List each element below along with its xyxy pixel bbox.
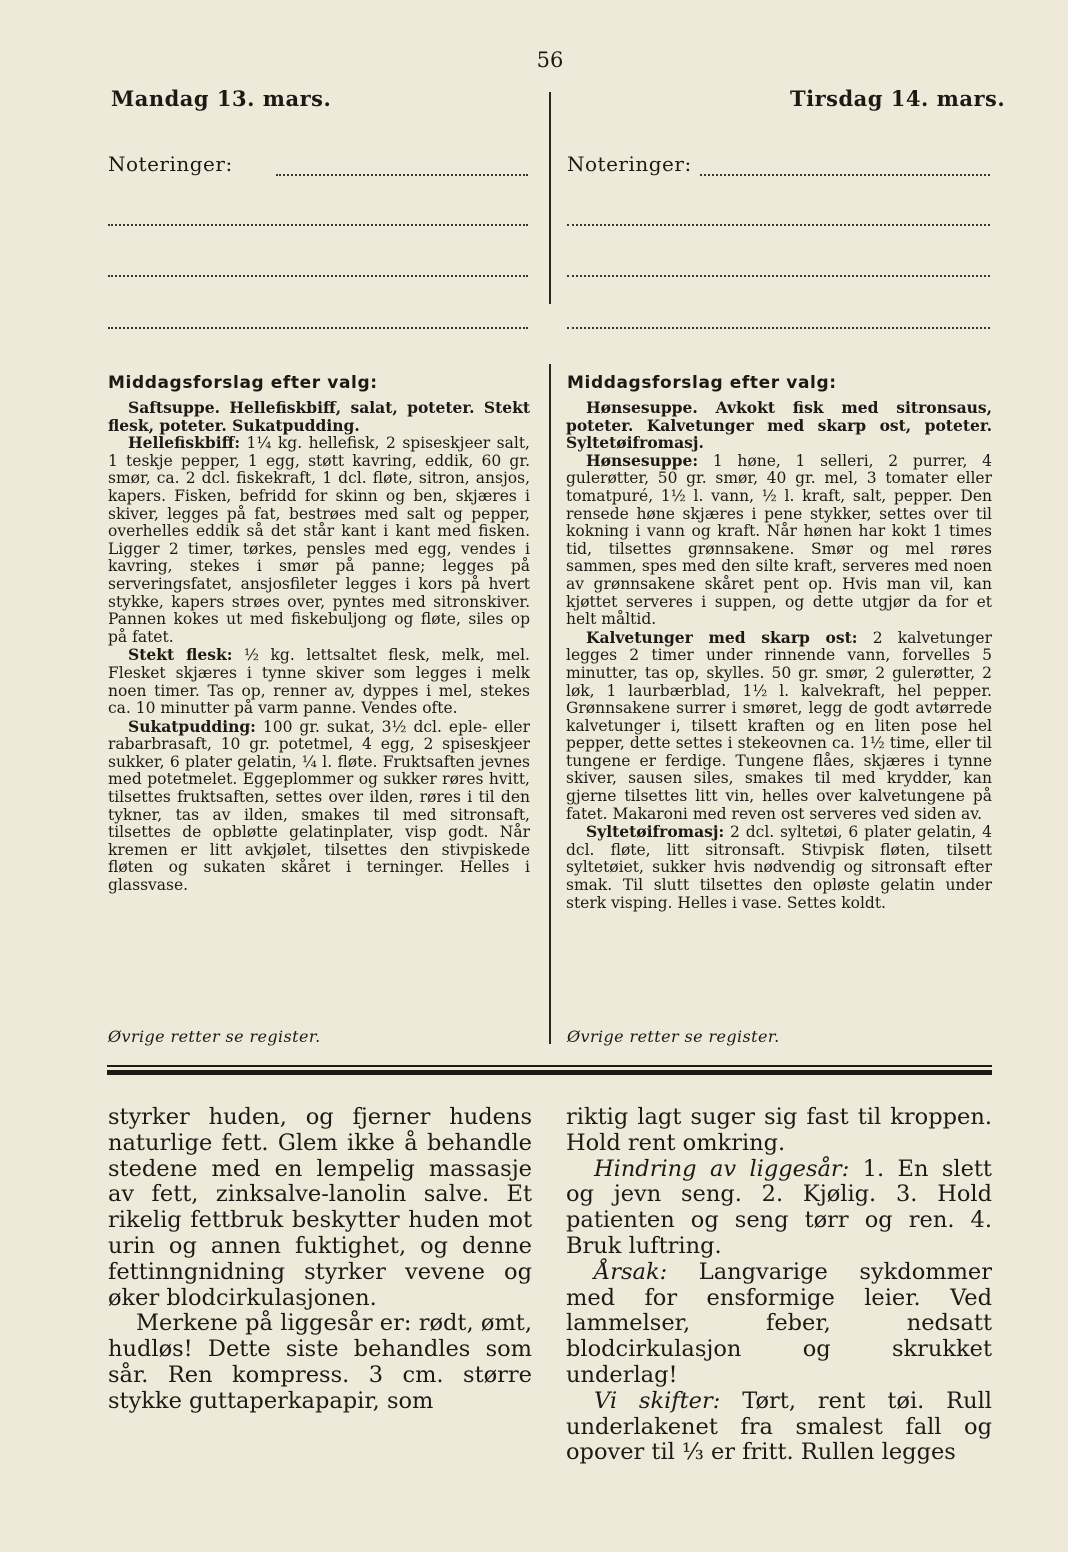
recipe-text: 2 kalvetunger legges 2 timer under rinnende vann, forvelles 5 minutter, tas op, skylles. 50 gr. smør, 2 gulerøtter, 2 løk, 1 laurbærblad, 1½ l. kalvekraft, hel pepper. Grønnsakene surrer i smøret, legg de godt avtørrede kalvetunger i, tilsett kraften og en liten pose hel pepper, dette settes i stekeovnen ca. 1½ time, eller til tungene er ferdige. Tungene flåes, skjæres i tynne skiver, sausen siles, smakes til med krydder, kan gjerne tilsettes litt vin, helles over kalvetungene på fatet. Makaroni med reven ost serveres ved siden av.: [566, 628, 992, 823]
separator-rule-thin: [107, 1065, 992, 1067]
recipe-name: Kalvetunger med skarp ost:: [586, 627, 858, 647]
notes-line-right-2[interactable]: [567, 224, 990, 226]
recipe-text: 2 dcl. syltetøi, 6 plater gelatin, 4 dcl. fløte, litt sitronsaft. Stivpisk fløten, tilsett syltetøiet, sukker hvis nødvendig og sitronsaft efter smak. Til slutt tilsettes den opløste gelatin under sterk visping. Helles i vase. Settes koldt.: [566, 823, 992, 912]
recipe-name: Syltetøifromasj:: [586, 822, 725, 842]
notes-label-left: Noteringer:: [108, 152, 233, 176]
recipe-text: 1 høne, 1 selleri, 2 purrer, 4 gulerøtter, 50 gr. smør, 40 gr. mel, 3 tomater eller tomatpuré, 1½ l. vann, ½ l. kraft, salt, pepper. Den rensede høne skjæres i pene stykker, settes over til kokning i vann og kraft. Når hønen har kokt 1 times tid, tilsettes grønnsakene. Smør og mel røres sammen, spes med den silte kraft, serveres med noen av grønnsakene skåret pent op. Hvis man vil, kan kjøttet serveres i suppen, og dette utgjør da for et helt måltid.: [566, 451, 992, 629]
menu-block-left: [108, 399, 530, 895]
recipe-stekt-flesk: [108, 646, 530, 717]
separator-rule-thick: [107, 1070, 992, 1075]
body-paragraph: Hindring av liggesår: 1. En slett og jevn seng. 2. Kjølig. 3. Hold patienten og seng tørr og ren. 4. Bruk luftring.: [566, 1155, 992, 1259]
page-number: 56: [536, 48, 564, 72]
day-heading-tuesday: Tirsdag 14. mars.: [790, 86, 1006, 111]
recipe-text: ½ kg. lettsaltet flesk, melk, mel. Flesket skjæres i tynne skiver som legges i melk noen timer. Tas op, renner av, dyppes i mel, stekes ca. 10 minutter på varm panne. Vendes ofte.: [108, 646, 530, 718]
recipe-text: 100 gr. sukat, 3½ dcl. eple- eller rabarbrasaft, 10 gr. potetmel, 4 egg, 2 spiseskjeer sukker, 6 plater gelatin, ¼ l. fløte. Fruktsaften jevnes med potetmelet. Eggeplommer og sukker røres hvitt, tilsettes fruktsaften, settes over ilden, røres i til den tykner, tas av ilden, smakes til med sitronsaft, tilsettes de opbløtte gelatinplater, visp godt. Når kremen er litt avkjølet, tilsettes den stivpiskede fløten og sukaten skåret i terninger. Helles i glassvase.: [108, 717, 530, 895]
recipe-name: Hønsesuppe:: [586, 450, 699, 470]
menu-block-right: [566, 399, 992, 912]
footnote-right: Øvrige retter se register.: [567, 1027, 780, 1046]
body-paragraph: Merkene på liggesår er: rødt, ømt, hudløs! Dette siste behandles som sår. Ren kompress. 3 cm. større stykke guttaperkapapir, som: [108, 1310, 532, 1414]
footnote-left: Øvrige retter se register.: [108, 1027, 321, 1046]
recipe-name: Stekt flesk:: [128, 645, 233, 665]
notes-line-left-2[interactable]: [108, 224, 528, 226]
menu-title-right: Middagsforslag efter valg:: [567, 373, 837, 393]
day-heading-monday: Mandag 13. mars.: [111, 86, 332, 111]
notes-line-left-1[interactable]: [276, 174, 528, 176]
column-divider-top: [549, 92, 551, 304]
body-paragraph: riktig lagt suger sig fast til kroppen. Hold rent omkring.: [566, 1104, 992, 1156]
bottom-column-right: [566, 1105, 992, 1466]
column-divider-bottom: [549, 364, 551, 1044]
notes-line-right-3[interactable]: [567, 275, 990, 277]
recipe-name: Hellefiskbiff:: [128, 433, 241, 453]
recipe-syltetoifromasj: [566, 823, 992, 912]
recipe-honsesuppe: [566, 452, 992, 629]
notes-label-right: Noteringer:: [567, 152, 692, 176]
body-paragraph: Vi skifter: Tørt, rent tøi. Rull underlakenet fra smalest fall og opover til ⅓ er fritt. Rullen legges: [566, 1387, 993, 1466]
recipe-hellefiskbiff: [108, 434, 530, 646]
menu-summary-left: Saftsuppe. Hellefiskbiff, salat, poteter. Stekt flesk, poteter. Sukatpudding.: [108, 398, 530, 435]
recipe-text: 1¼ kg. hellefisk, 2 spiseskjeer salt, 1 teskje pepper, 1 egg, støtt kavring, eddik, 60 gr. smør, ca. 2 dcl. fiskekraft, 1 dcl. fløte, sitron, ansjos, kapers. Fisken, befridd for skinn og ben, skjæres i skiver, legges på fat, bestrøes med salt og pepper, overhelles eddik så det står kant i kant med fisken. Ligger 2 timer, tørkes, pensles med egg, vendes i kavring, stekes i smør på panne; legges på serveringsfatet, ansjosfileter legges i kors på hvert stykke, kapers strøes over, pyntes med sitronskiver. Pannen kokes ut med fiskebuljong og fløte, siles op på fatet.: [108, 434, 530, 646]
subheading: Hindring av liggesår:: [594, 1155, 850, 1182]
notes-line-right-1[interactable]: [700, 174, 990, 176]
recipe-sukatpudding: [108, 718, 530, 895]
subheading: Årsak:: [594, 1258, 668, 1285]
notes-line-left-4[interactable]: [108, 327, 528, 329]
body-paragraph: Årsak: Langvarige sykdommer med for ensformige leier. Ved lammelser, feber, nedsatt blodcirkulasjon og skrukket underlag!: [566, 1258, 992, 1388]
menu-summary-right: Hønsesuppe. Avkokt fisk med sitronsaus, poteter. Kalvetunger med skarp ost, poteter. Syltetøifromasj.: [566, 398, 992, 453]
menu-title-left: Middagsforslag efter valg:: [108, 373, 378, 393]
recipe-kalvetunger: [566, 629, 992, 824]
body-paragraph: styrker huden, og fjerner hudens naturlige fett. Glem ikke å behandle stedene med en lempelig massasje av fett, zinksalve-lanolin salve. Et rikelig fettbruk beskytter huden mot urin og annen fuktighet, og denne fettinngnidning styrker vevene og øker blodcirkulasjonen.: [108, 1104, 532, 1311]
notes-line-right-4[interactable]: [567, 327, 990, 329]
recipe-name: Sukatpudding:: [128, 716, 256, 736]
notes-line-left-3[interactable]: [108, 275, 528, 277]
bottom-column-left: [108, 1105, 532, 1415]
subheading: Vi skifter:: [594, 1387, 721, 1414]
